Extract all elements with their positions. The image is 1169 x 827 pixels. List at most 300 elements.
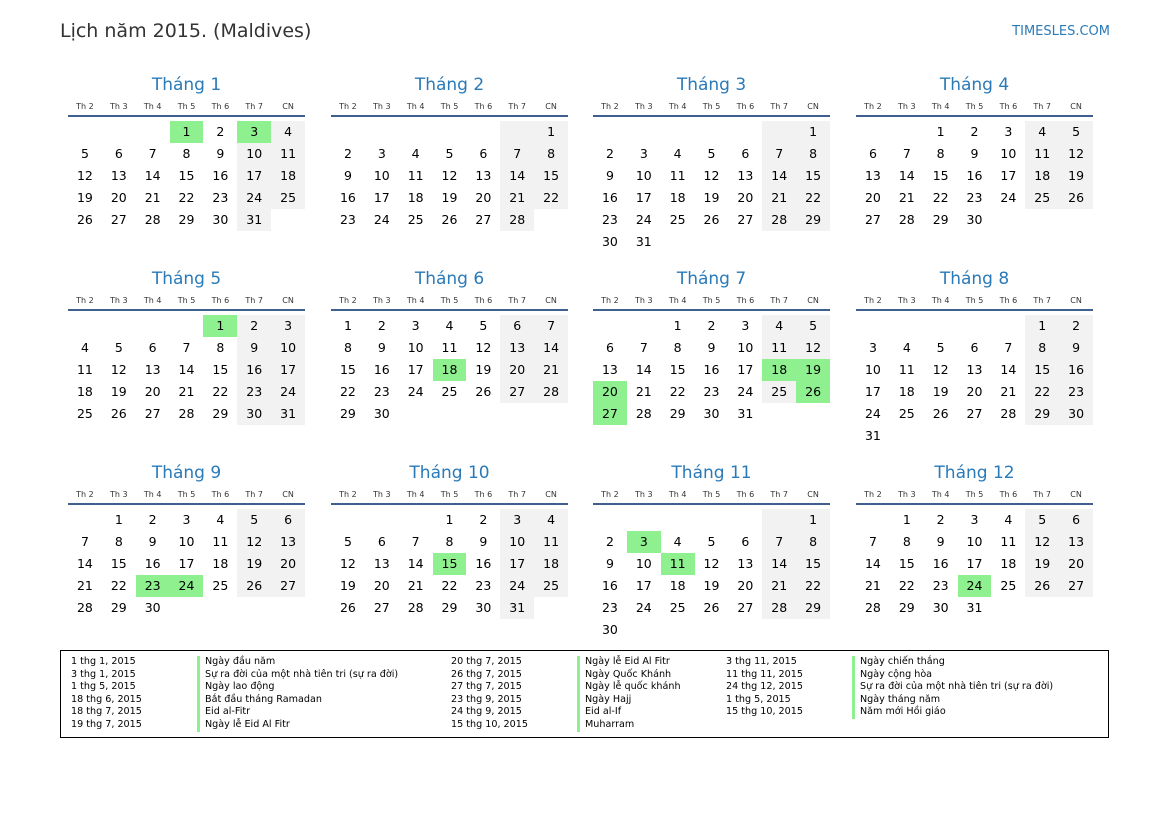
day-cell[interactable]: 13 (110, 168, 127, 183)
day-cell[interactable]: 27 (864, 212, 881, 227)
day-cell[interactable]: 4 (80, 340, 89, 355)
day-cell[interactable]: 9 (479, 534, 488, 549)
day-cell[interactable]: 8 (796, 531, 830, 553)
day-cell[interactable]: 24 (500, 575, 534, 597)
day-cell[interactable]: 8 (936, 146, 945, 161)
day-cell[interactable]: 25 (534, 575, 568, 597)
day-cell[interactable]: 10 (373, 168, 390, 183)
day-cell[interactable]: 2 (343, 146, 352, 161)
day-cell[interactable]: 15 (1025, 359, 1059, 381)
day-cell[interactable]: 26 (703, 212, 720, 227)
day-cell[interactable]: 29 (178, 212, 195, 227)
day-cell[interactable]: 25 (407, 212, 424, 227)
day-cell[interactable]: 2 (605, 146, 614, 161)
day-cell[interactable]: 8 (216, 340, 225, 355)
day-cell[interactable]: 25 (669, 600, 686, 615)
day-cell[interactable]: 21 (1000, 384, 1017, 399)
day-cell[interactable]: 18 (271, 165, 305, 187)
day-cell[interactable]: 14 (76, 556, 93, 571)
day-cell[interactable]: 2 (1059, 315, 1093, 337)
day-cell[interactable]: 10 (737, 340, 754, 355)
day-cell[interactable]: 11 (1025, 143, 1059, 165)
day-cell[interactable]: 19 (703, 578, 720, 593)
day-cell[interactable]: 17 (966, 556, 983, 571)
day-cell[interactable]: 3 (377, 146, 386, 161)
day-cell[interactable]: 16 (237, 359, 271, 381)
day-cell[interactable]: 13 (864, 168, 881, 183)
day-cell[interactable]: 14 (762, 165, 796, 187)
day-cell[interactable]: 1 (445, 512, 454, 527)
day-cell[interactable]: 26 (475, 384, 492, 399)
day-cell[interactable]: 15 (178, 168, 195, 183)
day-cell[interactable]: 27 (475, 212, 492, 227)
day-cell[interactable]: 2 (605, 534, 614, 549)
day-cell[interactable]: 7 (868, 534, 877, 549)
day-cell[interactable]: 21 (144, 190, 161, 205)
day-cell[interactable]: 13 (737, 168, 754, 183)
day-cell[interactable]: 4 (271, 121, 305, 143)
day-cell[interactable]: 16 (373, 362, 390, 377)
day-cell[interactable]: 16 (212, 168, 229, 183)
day-cell[interactable]: 12 (796, 337, 830, 359)
day-cell[interactable]: 1 (796, 121, 830, 143)
day-cell[interactable]: 3 (411, 318, 420, 333)
day-cell[interactable]: 12 (475, 340, 492, 355)
day-cell[interactable]: 21 (864, 578, 881, 593)
day-cell[interactable]: 11 (534, 531, 568, 553)
day-cell[interactable]: 31 (237, 209, 271, 231)
day-cell[interactable]: 17 (737, 362, 754, 377)
day-cell[interactable]: 24 (1000, 190, 1017, 205)
day-cell[interactable]: 6 (271, 509, 305, 531)
day-cell[interactable]: 12 (1059, 143, 1093, 165)
day-cell[interactable]: 27 (593, 403, 627, 425)
day-cell[interactable]: 12 (76, 168, 93, 183)
day-cell[interactable]: 21 (534, 359, 568, 381)
day-cell[interactable]: 18 (898, 384, 915, 399)
day-cell[interactable]: 6 (1059, 509, 1093, 531)
day-cell[interactable]: 25 (762, 381, 796, 403)
day-cell[interactable]: 28 (762, 209, 796, 231)
day-cell[interactable]: 10 (178, 534, 195, 549)
day-cell[interactable]: 7 (902, 146, 911, 161)
day-cell[interactable]: 11 (898, 362, 915, 377)
day-cell[interactable]: 23 (212, 190, 229, 205)
day-cell[interactable]: 3 (1004, 124, 1013, 139)
day-cell[interactable]: 18 (407, 190, 424, 205)
day-cell[interactable]: 20 (110, 190, 127, 205)
day-cell[interactable]: 21 (178, 384, 195, 399)
day-cell[interactable]: 25 (441, 384, 458, 399)
day-cell[interactable]: 22 (339, 384, 356, 399)
day-cell[interactable]: 20 (737, 578, 754, 593)
day-cell[interactable]: 7 (411, 534, 420, 549)
day-cell[interactable]: 26 (76, 212, 93, 227)
day-cell[interactable]: 24 (237, 187, 271, 209)
day-cell[interactable]: 31 (737, 406, 754, 421)
day-cell[interactable]: 28 (144, 212, 161, 227)
day-cell[interactable]: 8 (534, 143, 568, 165)
day-cell[interactable]: 28 (76, 600, 93, 615)
day-cell[interactable]: 22 (796, 187, 830, 209)
day-cell[interactable]: 18 (669, 190, 686, 205)
day-cell[interactable]: 23 (339, 212, 356, 227)
day-cell[interactable]: 29 (441, 600, 458, 615)
day-cell[interactable]: 10 (635, 556, 652, 571)
day-cell[interactable]: 6 (970, 340, 979, 355)
day-cell[interactable]: 11 (1000, 534, 1017, 549)
day-cell[interactable]: 31 (271, 403, 305, 425)
day-cell[interactable]: 10 (271, 337, 305, 359)
day-cell[interactable]: 16 (339, 190, 356, 205)
day-cell[interactable]: 26 (110, 406, 127, 421)
day-cell[interactable]: 30 (237, 403, 271, 425)
day-cell[interactable]: 26 (1025, 575, 1059, 597)
day-cell[interactable]: 3 (500, 509, 534, 531)
day-cell[interactable]: 2 (216, 124, 225, 139)
day-cell[interactable]: 30 (703, 406, 720, 421)
day-cell[interactable]: 11 (407, 168, 424, 183)
day-cell[interactable]: 20 (373, 578, 390, 593)
day-cell[interactable]: 22 (178, 190, 195, 205)
day-cell[interactable]: 14 (762, 553, 796, 575)
day-cell[interactable]: 10 (1000, 146, 1017, 161)
day-cell[interactable]: 23 (1059, 381, 1093, 403)
day-cell[interactable]: 27 (966, 406, 983, 421)
day-cell[interactable]: 8 (796, 143, 830, 165)
day-cell[interactable]: 20 (737, 190, 754, 205)
day-cell[interactable]: 8 (445, 534, 454, 549)
day-cell[interactable]: 2 (148, 512, 157, 527)
day-cell[interactable]: 29 (110, 600, 127, 615)
day-cell[interactable]: 10 (237, 143, 271, 165)
day-cell[interactable]: 10 (966, 534, 983, 549)
day-cell[interactable]: 13 (966, 362, 983, 377)
day-cell[interactable]: 30 (144, 600, 161, 615)
day-cell[interactable]: 7 (182, 340, 191, 355)
day-cell[interactable]: 4 (445, 318, 454, 333)
day-cell[interactable]: 6 (605, 340, 614, 355)
day-cell[interactable]: 28 (898, 212, 915, 227)
day-cell[interactable]: 2 (237, 315, 271, 337)
day-cell[interactable]: 25 (898, 406, 915, 421)
day-cell[interactable]: 9 (237, 337, 271, 359)
day-cell[interactable]: 17 (1000, 168, 1017, 183)
day-cell[interactable]: 17 (178, 556, 195, 571)
day-cell[interactable]: 26 (237, 575, 271, 597)
day-cell[interactable]: 20 (593, 381, 627, 403)
day-cell[interactable]: 17 (373, 190, 390, 205)
day-cell[interactable]: 22 (796, 575, 830, 597)
day-cell[interactable]: 13 (1059, 531, 1093, 553)
day-cell[interactable]: 2 (479, 512, 488, 527)
day-cell[interactable]: 20 (271, 553, 305, 575)
day-cell[interactable]: 16 (1059, 359, 1093, 381)
day-cell[interactable]: 31 (500, 597, 534, 619)
day-cell[interactable]: 27 (500, 381, 534, 403)
day-cell[interactable]: 28 (1000, 406, 1017, 421)
day-cell[interactable]: 5 (80, 146, 89, 161)
day-cell[interactable]: 22 (441, 578, 458, 593)
day-cell[interactable]: 30 (601, 234, 618, 249)
day-cell[interactable]: 9 (1059, 337, 1093, 359)
day-cell[interactable]: 19 (796, 359, 830, 381)
day-cell[interactable]: 8 (114, 534, 123, 549)
day-cell[interactable]: 1 (343, 318, 352, 333)
day-cell[interactable]: 1 (796, 509, 830, 531)
day-cell[interactable]: 19 (237, 553, 271, 575)
day-cell[interactable]: 28 (178, 406, 195, 421)
day-cell[interactable]: 14 (178, 362, 195, 377)
day-cell[interactable]: 19 (110, 384, 127, 399)
day-cell[interactable]: 9 (707, 340, 716, 355)
day-cell[interactable]: 28 (635, 406, 652, 421)
day-cell[interactable]: 24 (373, 212, 390, 227)
day-cell[interactable]: 3 (970, 512, 979, 527)
day-cell[interactable]: 22 (932, 190, 949, 205)
day-cell[interactable]: 25 (212, 578, 229, 593)
day-cell[interactable]: 15 (669, 362, 686, 377)
day-cell[interactable]: 1 (534, 121, 568, 143)
day-cell[interactable]: 19 (76, 190, 93, 205)
day-cell[interactable]: 21 (762, 575, 796, 597)
day-cell[interactable]: 19 (441, 190, 458, 205)
day-cell[interactable]: 13 (601, 362, 618, 377)
day-cell[interactable]: 16 (932, 556, 949, 571)
day-cell[interactable]: 5 (1025, 509, 1059, 531)
day-cell[interactable]: 2 (936, 512, 945, 527)
day-cell[interactable]: 17 (271, 359, 305, 381)
day-cell[interactable]: 6 (741, 146, 750, 161)
day-cell[interactable]: 20 (500, 359, 534, 381)
day-cell[interactable]: 18 (1000, 556, 1017, 571)
day-cell[interactable]: 29 (212, 406, 229, 421)
day-cell[interactable]: 24 (271, 381, 305, 403)
day-cell[interactable]: 31 (966, 600, 983, 615)
day-cell[interactable]: 24 (407, 384, 424, 399)
day-cell[interactable]: 27 (737, 212, 754, 227)
day-cell[interactable]: 19 (932, 384, 949, 399)
day-cell[interactable]: 14 (898, 168, 915, 183)
day-cell[interactable]: 26 (932, 406, 949, 421)
day-cell[interactable]: 26 (796, 381, 830, 403)
day-cell[interactable]: 4 (1004, 512, 1013, 527)
day-cell[interactable]: 14 (144, 168, 161, 183)
day-cell[interactable]: 24 (635, 600, 652, 615)
day-cell[interactable]: 14 (534, 337, 568, 359)
day-cell[interactable]: 25 (1025, 187, 1059, 209)
day-cell[interactable]: 29 (898, 600, 915, 615)
day-cell[interactable]: 6 (114, 146, 123, 161)
day-cell[interactable]: 28 (762, 597, 796, 619)
day-cell[interactable]: 21 (898, 190, 915, 205)
day-cell[interactable]: 30 (475, 600, 492, 615)
day-cell[interactable]: 6 (868, 146, 877, 161)
day-cell[interactable]: 24 (864, 406, 881, 421)
day-cell[interactable]: 4 (216, 512, 225, 527)
day-cell[interactable]: 7 (148, 146, 157, 161)
day-cell[interactable]: 9 (377, 340, 386, 355)
day-cell[interactable]: 19 (703, 190, 720, 205)
day-cell[interactable]: 4 (411, 146, 420, 161)
day-cell[interactable]: 26 (1059, 187, 1093, 209)
day-cell[interactable]: 15 (534, 165, 568, 187)
day-cell[interactable]: 6 (479, 146, 488, 161)
day-cell[interactable]: 12 (703, 556, 720, 571)
day-cell[interactable]: 31 (635, 234, 652, 249)
day-cell[interactable]: 23 (601, 212, 618, 227)
day-cell[interactable]: 8 (673, 340, 682, 355)
day-cell[interactable]: 7 (762, 143, 796, 165)
day-cell[interactable]: 20 (966, 384, 983, 399)
day-cell[interactable]: 31 (864, 428, 881, 443)
day-cell[interactable]: 5 (479, 318, 488, 333)
day-cell[interactable]: 11 (669, 168, 686, 183)
day-cell[interactable]: 8 (902, 534, 911, 549)
day-cell[interactable]: 12 (703, 168, 720, 183)
day-cell[interactable]: 24 (635, 212, 652, 227)
day-cell[interactable]: 14 (864, 556, 881, 571)
day-cell[interactable]: 16 (703, 362, 720, 377)
day-cell[interactable]: 12 (441, 168, 458, 183)
day-cell[interactable]: 21 (500, 187, 534, 209)
day-cell[interactable]: 29 (932, 212, 949, 227)
day-cell[interactable]: 25 (271, 187, 305, 209)
day-cell[interactable]: 13 (500, 337, 534, 359)
day-cell[interactable]: 20 (864, 190, 881, 205)
day-cell[interactable]: 3 (741, 318, 750, 333)
day-cell[interactable]: 22 (1025, 381, 1059, 403)
day-cell[interactable]: 16 (966, 168, 983, 183)
day-cell[interactable]: 16 (475, 556, 492, 571)
day-cell[interactable]: 5 (445, 146, 454, 161)
day-cell[interactable]: 26 (339, 600, 356, 615)
day-cell[interactable]: 10 (500, 531, 534, 553)
day-cell[interactable]: 24 (737, 384, 754, 399)
day-cell[interactable]: 1 (203, 315, 237, 337)
day-cell[interactable]: 5 (707, 146, 716, 161)
day-cell[interactable]: 9 (343, 168, 352, 183)
day-cell[interactable]: 20 (144, 384, 161, 399)
day-cell[interactable]: 18 (433, 359, 467, 381)
day-cell[interactable]: 11 (661, 553, 695, 575)
day-cell[interactable]: 16 (601, 190, 618, 205)
day-cell[interactable]: 16 (601, 578, 618, 593)
day-cell[interactable]: 17 (407, 362, 424, 377)
day-cell[interactable]: 30 (1059, 403, 1093, 425)
day-cell[interactable]: 25 (1000, 578, 1017, 593)
day-cell[interactable]: 18 (212, 556, 229, 571)
day-cell[interactable]: 1 (1025, 315, 1059, 337)
day-cell[interactable]: 30 (932, 600, 949, 615)
day-cell[interactable]: 22 (534, 187, 568, 209)
day-cell[interactable]: 9 (970, 146, 979, 161)
day-cell[interactable]: 7 (639, 340, 648, 355)
day-cell[interactable]: 4 (534, 509, 568, 531)
day-cell[interactable]: 17 (500, 553, 534, 575)
day-cell[interactable]: 25 (669, 212, 686, 227)
day-cell[interactable]: 2 (707, 318, 716, 333)
day-cell[interactable]: 15 (433, 553, 467, 575)
day-cell[interactable]: 27 (144, 406, 161, 421)
day-cell[interactable]: 26 (441, 212, 458, 227)
day-cell[interactable]: 27 (737, 600, 754, 615)
day-cell[interactable]: 27 (373, 600, 390, 615)
day-cell[interactable]: 6 (148, 340, 157, 355)
day-cell[interactable]: 17 (635, 190, 652, 205)
day-cell[interactable]: 9 (936, 534, 945, 549)
day-cell[interactable]: 7 (762, 531, 796, 553)
day-cell[interactable]: 23 (932, 578, 949, 593)
day-cell[interactable]: 7 (500, 143, 534, 165)
day-cell[interactable]: 8 (343, 340, 352, 355)
day-cell[interactable]: 10 (407, 340, 424, 355)
day-cell[interactable]: 28 (500, 209, 534, 231)
day-cell[interactable]: 20 (475, 190, 492, 205)
day-cell[interactable]: 13 (737, 556, 754, 571)
day-cell[interactable]: 22 (110, 578, 127, 593)
day-cell[interactable]: 18 (76, 384, 93, 399)
day-cell[interactable]: 23 (601, 600, 618, 615)
day-cell[interactable]: 17 (864, 384, 881, 399)
day-cell[interactable]: 24 (958, 575, 992, 597)
day-cell[interactable]: 18 (762, 359, 796, 381)
day-cell[interactable]: 29 (669, 406, 686, 421)
day-cell[interactable]: 11 (212, 534, 229, 549)
day-cell[interactable]: 15 (110, 556, 127, 571)
day-cell[interactable]: 13 (144, 362, 161, 377)
day-cell[interactable]: 21 (635, 384, 652, 399)
day-cell[interactable]: 16 (144, 556, 161, 571)
day-cell[interactable]: 1 (673, 318, 682, 333)
day-cell[interactable]: 3 (182, 512, 191, 527)
day-cell[interactable]: 11 (441, 340, 458, 355)
day-cell[interactable]: 19 (475, 362, 492, 377)
day-cell[interactable]: 27 (271, 575, 305, 597)
day-cell[interactable]: 5 (936, 340, 945, 355)
day-cell[interactable]: 22 (669, 384, 686, 399)
day-cell[interactable]: 14 (407, 556, 424, 571)
day-cell[interactable]: 10 (864, 362, 881, 377)
day-cell[interactable]: 5 (707, 534, 716, 549)
day-cell[interactable]: 10 (635, 168, 652, 183)
day-cell[interactable]: 30 (601, 622, 618, 637)
day-cell[interactable]: 12 (237, 531, 271, 553)
day-cell[interactable]: 5 (343, 534, 352, 549)
day-cell[interactable]: 3 (237, 121, 271, 143)
day-cell[interactable]: 1 (936, 124, 945, 139)
day-cell[interactable]: 8 (182, 146, 191, 161)
day-cell[interactable]: 19 (339, 578, 356, 593)
day-cell[interactable]: 28 (864, 600, 881, 615)
day-cell[interactable]: 1 (170, 121, 204, 143)
day-cell[interactable]: 13 (475, 168, 492, 183)
day-cell[interactable]: 21 (407, 578, 424, 593)
day-cell[interactable]: 12 (110, 362, 127, 377)
day-cell[interactable]: 5 (114, 340, 123, 355)
day-cell[interactable]: 15 (339, 362, 356, 377)
day-cell[interactable]: 5 (796, 315, 830, 337)
day-cell[interactable]: 30 (373, 406, 390, 421)
day-cell[interactable]: 3 (868, 340, 877, 355)
day-cell[interactable]: 19 (1059, 165, 1093, 187)
day-cell[interactable]: 6 (377, 534, 386, 549)
day-cell[interactable]: 18 (1025, 165, 1059, 187)
day-cell[interactable]: 3 (627, 531, 661, 553)
day-cell[interactable]: 30 (212, 212, 229, 227)
day-cell[interactable]: 11 (271, 143, 305, 165)
day-cell[interactable]: 8 (1025, 337, 1059, 359)
